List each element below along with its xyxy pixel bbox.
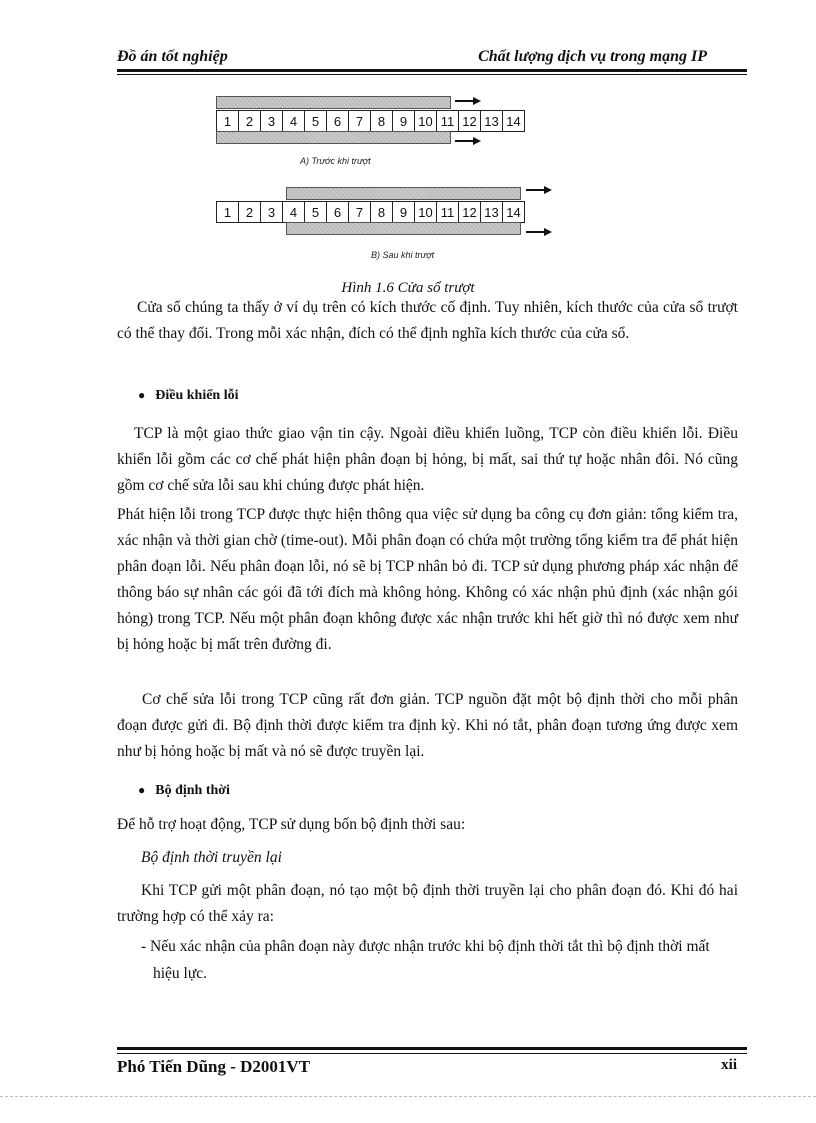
cell: 5 (304, 201, 327, 223)
figure-label-a: A) Trước khi trượt (300, 156, 371, 166)
cell: 11 (436, 110, 459, 132)
cell: 1 (216, 110, 239, 132)
arrow-right-icon (455, 136, 481, 146)
list-item-ack-before-timeout: - Nếu xác nhận của phân đoạn này được nhận trước khi bộ định thời tắt thì bộ định thời mất hiệu lực. (141, 938, 710, 982)
figure-caption: Hình 1.6 Cửa sổ trượt (341, 280, 475, 296)
subsection-retransmission-timer: Bộ định thời truyền lại (141, 849, 282, 866)
cell: 10 (414, 110, 437, 132)
cell: 7 (348, 201, 371, 223)
cell: 6 (326, 110, 349, 132)
window-band-b-top (286, 187, 521, 200)
footer-rule-thick (117, 1047, 747, 1050)
footer-page-number: xii (721, 1057, 737, 1073)
cell: 13 (480, 110, 503, 132)
cell: 9 (392, 110, 415, 132)
paragraph-window-size: Cửa sổ chúng ta thấy ở ví dụ trên có kích thước cố định. Tuy nhiên, kích thước của cửa sổ trượt có thể thay đổi. Trong mỗi xác nhận, đích có thể định nghĩa kích thước của cửa sổ. (117, 299, 738, 342)
paragraph-error-correction: Cơ chế sửa lỗi trong TCP cũng rất đơn giản. TCP nguồn đặt một bộ định thời cho mỗi phân đoạn được gửi đi. Bộ định thời được kiểm tra định kỳ. Khi nó tắt, phân đoạn tương ứng được xem như bị hỏng hoặc bị mất và nó sẽ được truyền lại. (117, 691, 738, 760)
cell: 3 (260, 110, 283, 132)
window-band-a-bottom (216, 131, 451, 144)
bullet-icon: ● (138, 388, 146, 402)
cell: 13 (480, 201, 503, 223)
section-title: Điều khiển lỗi (155, 388, 239, 403)
window-band-a-top (216, 96, 451, 109)
cell: 1 (216, 201, 239, 223)
cell: 9 (392, 201, 415, 223)
cell: 12 (458, 110, 481, 132)
paragraph-retransmission: Khi TCP gửi một phân đoạn, nó tạo một bộ định thời truyền lại cho phân đoạn đó. Khi đó hai trường hợp có thể xảy ra: (117, 882, 738, 925)
cell: 6 (326, 201, 349, 223)
sequence-cells-b (217, 201, 525, 223)
cell: 2 (238, 201, 261, 223)
cell: 5 (304, 110, 327, 132)
cell: 7 (348, 110, 371, 132)
cell: 14 (502, 110, 525, 132)
cell: 2 (238, 110, 261, 132)
paragraph-tcp-reliable: TCP là một giao thức giao vận tin cậy. Ngoài điều khiển luồng, TCP còn điều khiển lỗi. Điều khiển lỗi gồm các cơ chế phát hiện phân đoạn bị hỏng, bị mất, sai thứ tự hoặc nhân đôi. Nó cũng gồm cơ chế sửa lỗi sau khi chúng được phát hiện. (117, 425, 738, 494)
window-band-b-bottom (286, 222, 521, 235)
header-rule-thick (117, 69, 747, 72)
cell: 3 (260, 201, 283, 223)
arrow-right-icon (526, 227, 552, 237)
section-error-control (138, 388, 239, 404)
bullet-icon: ● (138, 783, 146, 797)
footer-rule-thin (117, 1053, 747, 1054)
cell: 12 (458, 201, 481, 223)
figure-label-b: B) Sau khi trượt (371, 250, 435, 260)
cell: 8 (370, 201, 393, 223)
arrow-right-icon (455, 96, 481, 106)
arrow-right-icon (526, 185, 552, 195)
cell: 14 (502, 201, 525, 223)
cell: 11 (436, 201, 459, 223)
section-timers (138, 783, 230, 799)
header-right: Chất lượng dịch vụ trong mạng IP (478, 48, 707, 65)
page-bottom-divider (0, 1096, 816, 1097)
section-title: Bộ định thời (155, 783, 230, 798)
footer-author: Phó Tiến Dũng - D2001VT (117, 1057, 311, 1076)
cell: 4 (282, 201, 305, 223)
cell: 10 (414, 201, 437, 223)
paragraph-error-detection: Phát hiện lỗi trong TCP được thực hiện thông qua việc sử dụng ba công cụ đơn giản: tổng kiểm tra, xác nhận và thời gian chờ (time-out). Mỗi phân đoạn có chứa một trường tổng kiểm tra để phát hiện phân đoạn lỗi. Nếu phân đoạn lỗi, nó sẽ bị TCP nhân bỏ đi. TCP sử dụng phương pháp xác nhận để thông báo sự nhân các gói đã tới đích mà không hỏng. Không có xác nhận phủ định (xác nhận gói hỏng) trong TCP. Nếu một phân đoạn không được xác nhận trước khi hết giờ thì nó được xem như bị hỏng hoặc bị mất trên đường đi. (117, 506, 738, 653)
paragraph-four-timers: Để hỗ trợ hoạt động, TCP sử dụng bốn bộ định thời sau: (117, 816, 466, 833)
header-left: Đồ án tốt nghiệp (117, 48, 228, 65)
header-rule-thin (117, 74, 747, 75)
sequence-cells-a (217, 110, 525, 132)
cell: 8 (370, 110, 393, 132)
cell: 4 (282, 110, 305, 132)
